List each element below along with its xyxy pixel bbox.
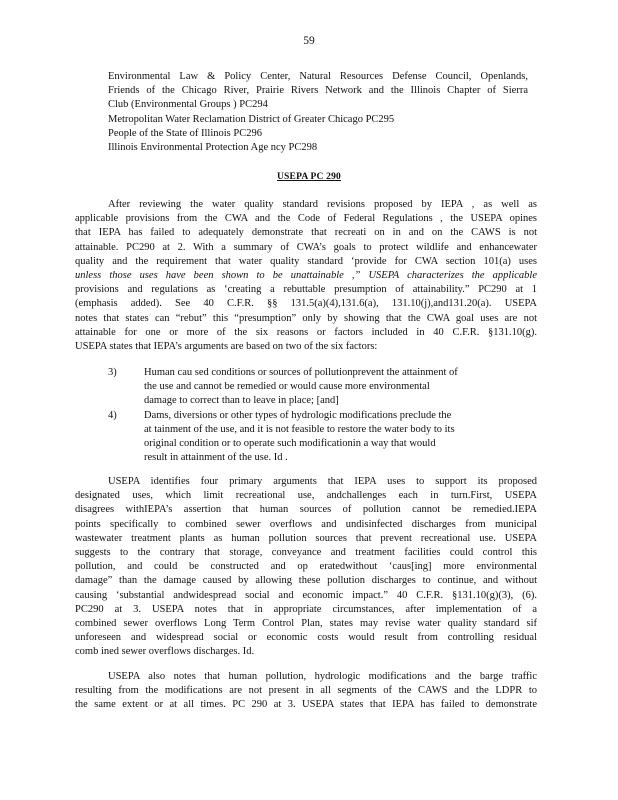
factors-list [108, 366, 508, 465]
factor-line: at tainment of the use, and it is not feasible to restore the water body to its [144, 423, 455, 435]
text-line: designated uses, which limit recreational use, andchallenges each in turn.First, USEPA [75, 490, 537, 502]
paragraph-1 [75, 198, 537, 354]
text-line: points specifically to combined sewer overflows and undisinfected discharges from municipal [75, 518, 537, 530]
text-line: quality and the requirement that water quality standard ‘provide for CWA section 101(a) uses [75, 255, 537, 267]
party-line: Environmental Law & Policy Center, Natural Resources Defense Council, Openlands, [108, 71, 528, 82]
party-metropolitan: Metropolitan Water Reclamation District of Greater Chicago PC295 [108, 113, 395, 125]
page-number: 59 [303, 35, 315, 47]
party-environmental-groups [108, 70, 528, 113]
text-line: PC290 at 3. USEPA notes that in appropriate circumstances, after implementation of a [75, 603, 537, 615]
factor-line: Human cau sed conditions or sources of pollutionprevent the attainment of [144, 367, 458, 378]
text-line: USEPA states that IEPA’s arguments are based on two of the six factors: [75, 341, 378, 353]
text-line: attainable. PC290 at 2. With a summary of CWA’s goals to protect wildlife and enhancewater [75, 241, 537, 253]
parties-list [108, 70, 528, 155]
factor-line: the use and cannot be remedied or would cause more environmental [144, 381, 430, 393]
text-line: wastewater treatment plants as human pollution sources that prevent recreational use. USEPA [75, 532, 537, 544]
text-line: After reviewing the water quality standard revisions proposed by IEPA , as well as [108, 199, 537, 210]
factor-number: 3) [108, 367, 117, 378]
paragraph-3 [75, 670, 537, 713]
text-line: damage” than the damage caused by allowing these pollution discharges to continue, and without [75, 575, 537, 587]
paragraph-2 [75, 475, 537, 660]
text-line: USEPA identifies four primary arguments that IEPA uses to support its proposed [108, 476, 537, 487]
text-line: disagrees withIEPA’s assertion that human sources of pollution cannot be remedied.IEPA [75, 504, 537, 516]
text-line: that IEPA has failed to adequately demonstrate that recreati on in and on the CAWS is not [75, 227, 537, 239]
party-line: Club (Environmental Groups ) PC294 [108, 99, 268, 111]
text-line: notes that states can “rebut” this “presumption” only by showing that the CWA goal uses are not [75, 312, 537, 324]
party-line: Friends of the Chicago River, Prairie Rivers Network and the Illinois Chapter of Sierra [108, 85, 528, 97]
text-line: pollution, and could be constructed and op eratedwithout ‘caus[ing] more environmental [75, 561, 537, 573]
text-line: attainable for one or more of the six reasons or factors included in 40 C.F.R. §131.10(g). [75, 326, 537, 338]
factor-number: 4) [108, 409, 117, 421]
text-line: resulting from the modifications are not present in all segments of the CAWS and the LDPR to [75, 685, 537, 697]
factor-item [108, 366, 508, 409]
text-line: combined sewer overflows Long Term Control Plan, states may revise water quality standard sif [75, 618, 537, 630]
text-line: suggests to the contrary that storage, conveyance and treatment facilities could control this [75, 547, 537, 559]
factor-line: original condition or to operate such modificationin a way that would [144, 438, 436, 450]
text-line: (emphasis added). See 40 C.F.R. §§ 131.5(a)(4),131.6(a), 131.10(j),and131.20(a). USEPA [75, 298, 537, 310]
party-people: People of the State of Illinois PC296 [108, 127, 262, 139]
section-heading: USEPA PC 290 [277, 172, 341, 182]
text-line: unforeseen and widespread social or economic costs would result from controlling residual [75, 632, 537, 644]
party-iepa: Illinois Environmental Protection Age ncy PC298 [108, 142, 318, 154]
factor-line: damage to correct than to leave in place; [and] [144, 395, 339, 407]
text-line: comb ined sewer overflows discharges. Id. [75, 646, 255, 658]
factor-item [108, 409, 508, 466]
factor-line: result in attainment of the use. Id . [144, 452, 288, 464]
factor-line: Dams, diversions or other types of hydrologic modifications preclude the [144, 409, 452, 421]
text-line: USEPA also notes that human pollution, hydrologic modifications and the barge traffic [108, 671, 537, 682]
text-line: the same extent or at all times. PC 290 at 3. USEPA states that IEPA has failed to demonstrate [75, 699, 537, 711]
text-line: unless those uses have been shown to be unattainable ,” USEPA characterizes the applicable [75, 270, 537, 282]
text-line: provisions and regulations as ‘creating a rebuttable presumption of attainability.” PC290 at 1 [75, 284, 537, 296]
text-line: applicable provisions from the CWA and the Code of Federal Regulations , the USEPA opines [75, 213, 537, 225]
text-line: causing ‘substantial andwidespread social and economic impact.” 40 C.F.R. §131.10(g)(3), (6). [75, 589, 537, 601]
